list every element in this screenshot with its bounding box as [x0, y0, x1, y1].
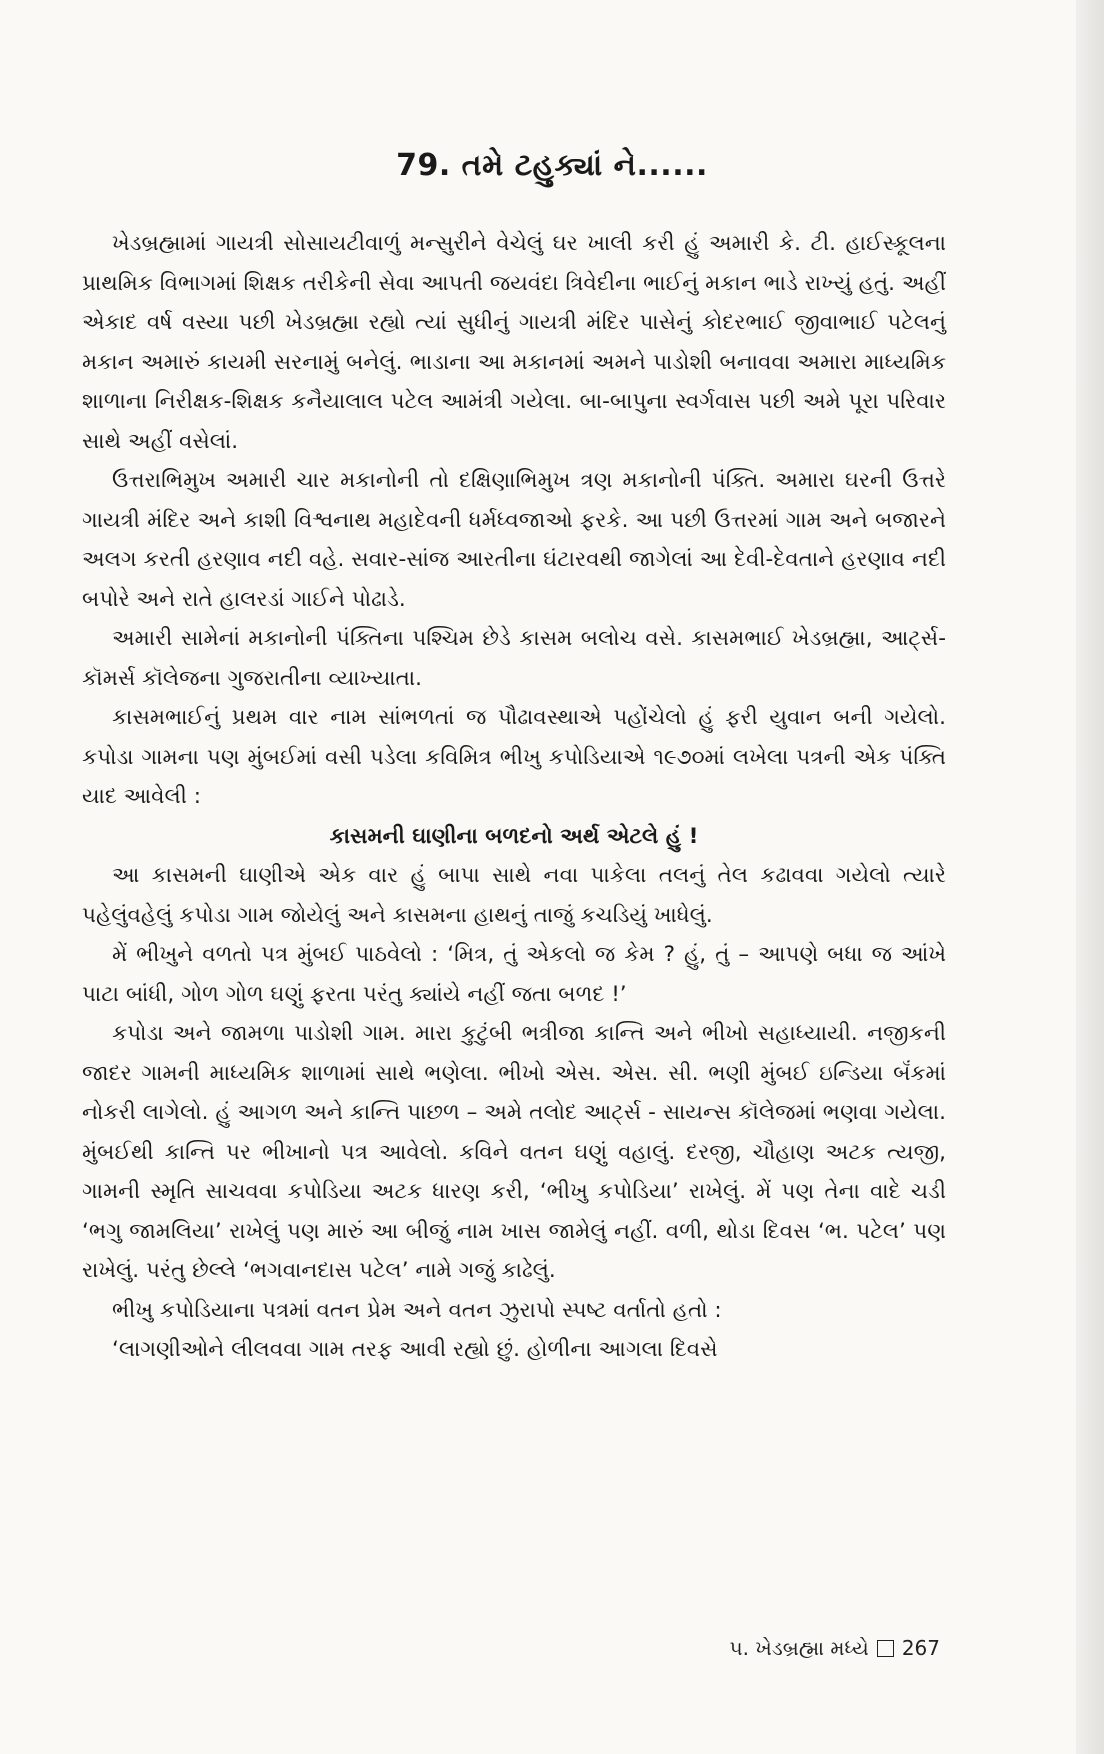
footer-section-name: ૫. ખેડબ્રહ્મા મધ્યે	[729, 1636, 869, 1660]
page-edge-shadow	[1076, 0, 1104, 1754]
paragraph: ઉત્તરાભિમુખ અમારી ચાર મકાનોની તો દક્ષિણાભિમુખ ત્રણ મકાનોની પંક્તિ. અમારા ઘરની ઉત્તરે ગાયત્રી મંદિર અને કાશી વિશ્વનાથ મહાદેવની ધર્મધ્વજાઓ ફરકે. આ પછી ઉત્તરમાં ગામ અને બજારને અલગ કરતી હરણાવ નદી વહે. સવાર-સાંજ આરતીના ઘંટારવથી જાગેલાં આ દેવી-દેવતાને હરણાવ નદી બપોરે અને રાતે હાલરડાં ગાઈને પોઢાડે.	[82, 468, 946, 612]
paragraph: મેં ભીખુને વળતો પત્ર મુંબઈ પાઠવેલો : ‘મિત્ર, તું એકલો જ કેમ ? હું, તું – આપણે બધા જ આંખે પાટા બાંધી, ગોળ ગોળ ઘણું ફરતા પરંતુ ક્યાંયે નહીં જતા બળદ !’	[82, 942, 946, 1007]
page-number: 267	[901, 1636, 940, 1660]
paragraph: ખેડબ્રહ્મામાં ગાયત્રી સોસાયટીવાળું મન્સુરીને વેચેલું ઘર ખાલી કરી હું અમારી કે. ટી. હાઈસ્કૂલના પ્રાથમિક વિભાગમાં શિક્ષક તરીકેની સેવા આપતી જયવંદા ત્રિવેદીના ભાઈનું મકાન ભાડે રાખ્યું હતું. અહીં એકાદ વર્ષ વસ્યા પછી ખેડબ્રહ્મા રહ્યો ત્યાં સુધીનું ગાયત્રી મંદિર પાસેનું કોદરભાઈ જીવાભાઈ પટેલનું મકાન અમારું કાયમી સરનામું બનેલું. ભાડાના આ મકાનમાં અમને પાડોશી બનાવવા અમારા માધ્યમિક શાળાના નિરીક્ષક-શિક્ષક કનૈયાલાલ પટેલ આમંત્રી ગયેલા. બા-બાપુના સ્વર્ગવાસ પછી અમે પૂરા પરિવાર સાથે અહીં વસેલાં.	[82, 231, 946, 454]
chapter-title: 79. તમે ટહુક્યાં ને......	[396, 148, 708, 183]
quoted-line: કાસમની ઘાણીના બળદનો અર્થ એટલે હું !	[329, 823, 699, 849]
square-outline-icon	[877, 1640, 894, 1657]
paragraph: કપોડા અને જામળા પાડોશી ગામ. મારા કુટુંબી ભત્રીજા કાન્તિ અને ભીખો સહાધ્યાયી. નજીકની જાદર ગામની માધ્યમિક શાળામાં સાથે ભણેલા. ભીખો એસ. એસ. સી. ભણી મુંબઈ ઇન્ડિયા બૅંકમાં નોકરી લાગેલો. હું આગળ અને કાન્તિ પાછળ – અમે તલોદ આર્ટ્સ - સાયન્સ કૉલેજમાં ભણવા ગયેલા. મુંબઈથી કાન્તિ પર ભીખાનો પત્ર આવેલો. કવિને વતન ઘણું વહાલું. દરજી, ચૌહાણ અટક ત્યજી, ગામની સ્મૃતિ સાચવવા કપોડિયા અટક ધારણ કરી, ‘ભીખુ કપોડિયા’ રાખેલું. મેં પણ તેના વાદે ચડી ‘ભગુ જામલિયા’ રાખેલું પણ મારું આ બીજું નામ ખાસ જામેલું નહીં. વળી, થોડા દિવસ ‘ભ. પટેલ’ પણ રાખેલું. પરંતુ છેલ્લે ‘ભગવાનદાસ પટેલ’ નામે ગજું કાઢેલું.	[82, 1021, 946, 1283]
paragraph: આ કાસમની ઘાણીએ એક વાર હું બાપા સાથે નવા પાકેલા તલનું તેલ કઢાવવા ગયેલો ત્યારે પહેલુંવહેલું કપોડા ગામ જોયેલું અને કાસમના હાથનું તાજું કચડિયું ખાધેલું.	[82, 863, 946, 928]
paragraph: ભીખુ કપોડિયાના પત્રમાં વતન પ્રેમ અને વતન ઝુરાપો સ્પષ્ટ વર્તાતો હતો :	[112, 1297, 722, 1323]
body-text	[82, 224, 946, 1370]
paragraph: ‘લાગણીઓને લીલવવા ગામ તરફ આવી રહ્યો છું. હોળીના આગલા દિવસે	[112, 1337, 718, 1362]
paragraph: અમારી સામેનાં મકાનોની પંક્તિના પશ્ચિમ છેડે કાસમ બલોચ વસે. કાસમભાઈ ખેડબ્રહ્મા, આર્ટ્સ-કૉમર્સ કૉલેજના ગુજરાતીના વ્યાખ્યાતા.	[82, 626, 946, 691]
paragraph: કાસમભાઈનું પ્રથમ વાર નામ સાંભળતાં જ પૌઢાવસ્થાએ પહોંચેલો હું ફરી યુવાન બની ગયેલો. કપોડા ગામના પણ મુંબઈમાં વસી પડેલા કવિમિત્ર ભીખુ કપોડિયાએ ૧૯૭૦માં લખેલા પત્રની એક પંક્તિ યાદ આવેલી :	[82, 705, 946, 809]
page-footer	[730, 1636, 941, 1660]
